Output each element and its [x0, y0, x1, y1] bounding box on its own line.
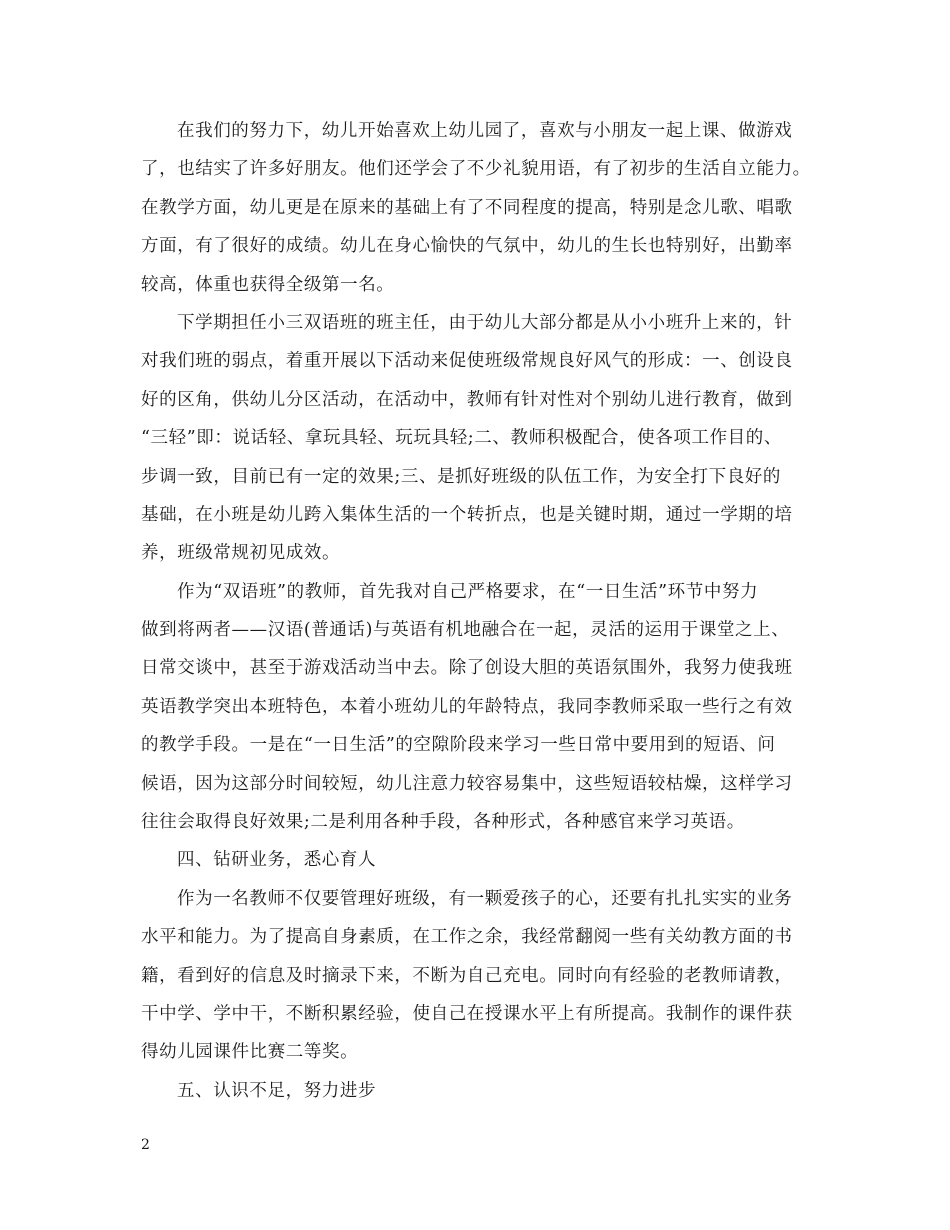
text-line: 候语，因为这部分时间较短，幼儿注意力较容易集中，这些短语较枯燥，这样学习 — [141, 773, 793, 794]
text-line: 基础，在小班是幼儿跨入集体生活的一个转折点，也是关键时期，通过一学期的培 — [141, 504, 793, 525]
text-line: 作为一名教师不仅要管理好班级，有一颗爱孩子的心，还要有扎扎实实的业务 — [177, 888, 793, 909]
text-line: 做到将两者——汉语(普通话)与英语有机地融合在一起，灵活的运用于课堂之上、 — [141, 620, 790, 641]
body-text — [141, 112, 824, 1110]
text-line: 下学期担任小三双语班的班主任，由于幼儿大部分都是从小小班升上来的，针 — [177, 312, 793, 333]
section-heading: 五、认识不足，努力进步 — [177, 1080, 377, 1101]
text-line: 好的区角，供幼儿分区活动，在活动中，教师有针对性对个别幼儿进行教育，做到 — [141, 389, 793, 410]
text-line: 对我们班的弱点，着重开展以下活动来促使班级常规良好风气的形成：一、创设良 — [141, 351, 793, 372]
text-line: 干中学、学中干，不断积累经验，使自己在授课水平上有所提高。我制作的课件获 — [141, 1003, 793, 1024]
text-line: 在我们的努力下，幼儿开始喜欢上幼儿园了，喜欢与小朋友一起上课、做游戏 — [177, 121, 793, 141]
text-line: 往往会取得良好效果;二是利用各种手段，各种形式，各种感官来学习英语。 — [141, 812, 745, 833]
text-line: 籍，看到好的信息及时摘录下来，不断为自己充电。同时向有经验的老教师请教， — [141, 965, 793, 986]
text-line: 作为“双语班”的教师，首先我对自己严格要求，在“一日生活”环节中努力 — [177, 581, 759, 602]
text-line: 的教学手段。一是在“一日生活”的空隙阶段来学习一些日常中要用到的短语、问 — [141, 735, 776, 756]
text-line: 得幼儿园课件比赛二等奖。 — [141, 1042, 359, 1063]
text-line: 了，也结实了许多好朋友。他们还学会了不少礼貌用语，有了初步的生活自立能力。 — [141, 159, 811, 180]
text-line: 较高，体重也获得全级第一名。 — [141, 274, 395, 295]
text-line: 水平和能力。为了提高自身素质，在工作之余，我经常翻阅一些有关幼教方面的书 — [141, 927, 793, 948]
text-line: 步调一致，目前已有一定的效果;三、是抓好班级的队伍工作，为安全打下良好的 — [141, 466, 781, 487]
text-line: “三轻”即：说话轻、拿玩具轻、玩玩具轻;二、教师积极配合，使各项工作目的、 — [141, 428, 782, 449]
section-heading: 四、钻研业务，悉心育人 — [177, 850, 377, 871]
text-line: 日常交谈中，甚至于游戏活动当中去。除了创设大胆的英语氛围外，我努力使我班 — [141, 658, 793, 679]
text-line: 在教学方面，幼儿更是在原来的基础上有了不同程度的提高，特别是念儿歌、唱歌 — [141, 197, 793, 218]
text-line: 养，班级常规初见成效。 — [141, 543, 341, 564]
text-line: 方面，有了很好的成绩。幼儿在身心愉快的气氛中，幼儿的生长也特别好，出勤率 — [141, 236, 793, 257]
page-number: 2 — [141, 1137, 150, 1153]
text-line: 英语教学突出本班特色，本着小班幼儿的年龄特点，我同李教师采取一些行之有效 — [141, 696, 793, 717]
